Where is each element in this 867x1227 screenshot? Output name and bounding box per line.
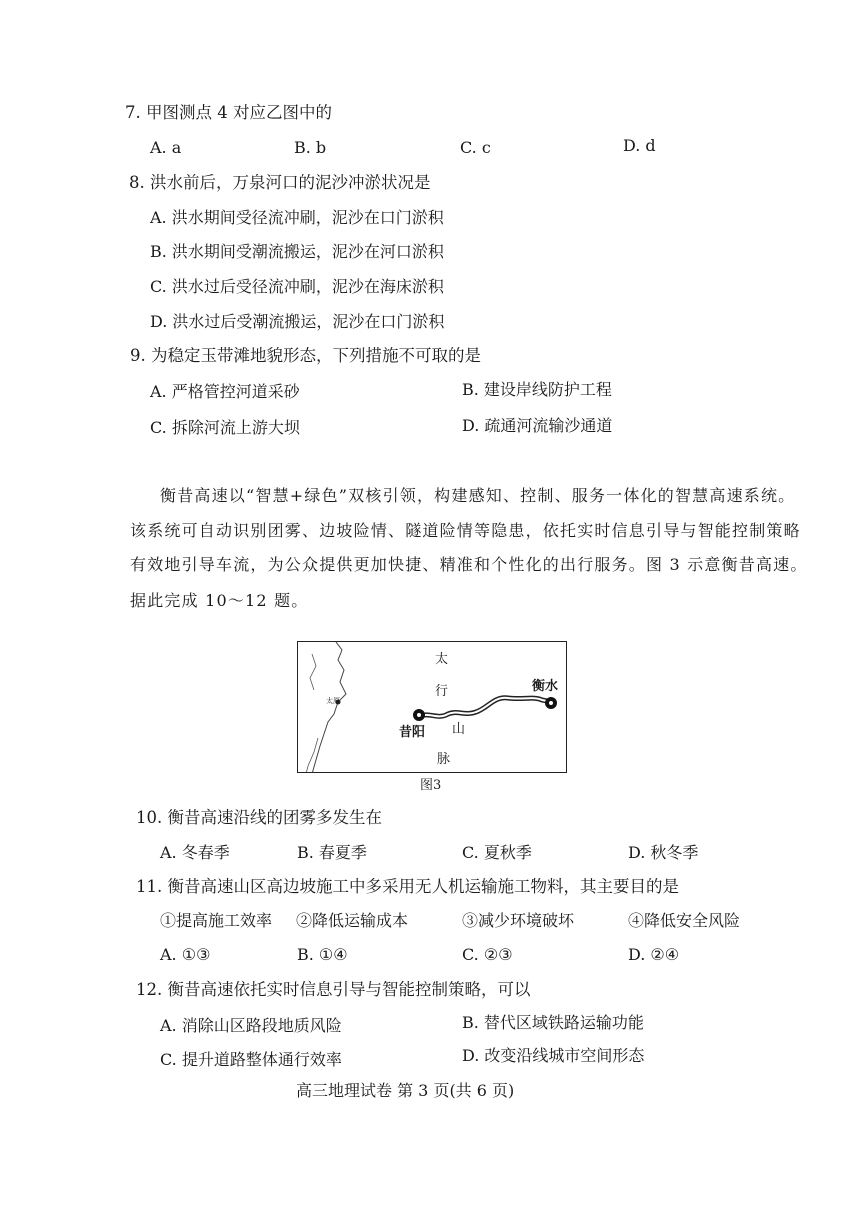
city-label-xiyang: 昔阳 bbox=[399, 725, 426, 740]
q8-stem: 8. 洪水前后，万泉河口的泥沙冲淤状况是 bbox=[129, 173, 431, 192]
q11-item-4: ④降低安全风险 bbox=[628, 911, 741, 930]
q12-option-a: A. 消除山区路段地质风险 bbox=[160, 1016, 342, 1035]
passage-line-1: 衡昔高速以“智慧+绿色”双核引领，构建感知、控制、服务一体化的智慧高速系统。 bbox=[160, 486, 796, 505]
q10-option-b: B. 春夏季 bbox=[297, 843, 367, 862]
q9-stem: 9. 为稳定玉带滩地貌形态，下列措施不可取的是 bbox=[130, 346, 481, 365]
q9-option-a: A. 严格管控河道采砂 bbox=[150, 382, 300, 401]
q12-option-c: C. 提升道路整体通行效率 bbox=[160, 1050, 342, 1069]
q7-option-c: C. c bbox=[460, 138, 491, 157]
city-label-hengshui: 衡水 bbox=[532, 679, 559, 694]
q7-option-a: A. a bbox=[150, 138, 182, 157]
q8-option-a: A. 洪水期间受径流冲刷，泥沙在口门淤积 bbox=[150, 208, 444, 227]
city-marker-east-inner bbox=[549, 701, 553, 705]
q11-option-d: D. ②④ bbox=[628, 945, 680, 964]
passage-line-4: 据此完成 10～12 题。 bbox=[130, 591, 309, 610]
mountain-label-hang: 行 bbox=[435, 684, 449, 699]
q8-option-c: C. 洪水过后受径流冲刷，泥沙在海床淤积 bbox=[150, 277, 444, 296]
q10-option-c: C. 夏秋季 bbox=[462, 843, 532, 862]
q11-option-b: B. ①④ bbox=[297, 945, 348, 964]
mountain-label-tai: 太 bbox=[435, 652, 449, 667]
mountain-label-mai: 脉 bbox=[437, 752, 451, 767]
q7-option-b: B. b bbox=[294, 138, 327, 157]
q9-option-d: D. 疏通河流输沙通道 bbox=[462, 416, 613, 435]
q8-option-d: D. 洪水过后受潮流搬运，泥沙在口门淤积 bbox=[150, 312, 445, 331]
q10-option-a: A. 冬春季 bbox=[160, 843, 230, 862]
figure-3-map bbox=[297, 641, 567, 773]
q11-stem: 11. 衡昔高速山区高边坡施工中多采用无人机运输施工物料，其主要目的是 bbox=[136, 877, 679, 896]
q11-option-c: C. ②③ bbox=[462, 945, 513, 964]
boundary-line-lower bbox=[306, 738, 318, 773]
boundary-line bbox=[312, 642, 346, 773]
q11-item-3: ③减少环境破坏 bbox=[462, 911, 575, 930]
q7-stem: 7. 甲图测点 4 对应乙图中的 bbox=[125, 103, 332, 122]
q12-option-b: B. 替代区域铁路运输功能 bbox=[462, 1013, 644, 1032]
river-line bbox=[310, 654, 316, 690]
q10-option-d: D. 秋冬季 bbox=[628, 843, 699, 862]
q9-option-b: B. 建设岸线防护工程 bbox=[462, 380, 612, 399]
q8-option-b: B. 洪水期间受潮流搬运，泥沙在河口淤积 bbox=[150, 242, 444, 261]
q12-stem: 12. 衡昔高速依托实时信息引导与智能控制策略，可以 bbox=[136, 980, 531, 999]
figure-caption: 图3 bbox=[420, 778, 442, 793]
passage-line-3: 有效地引导车流，为公众提供更加快捷、精准和个性化的出行服务。图 3 示意衡昔高速。 bbox=[130, 555, 808, 574]
passage-line-2: 该系统可自动识别团雾、边坡险情、隧道险情等隐患，依托实时信息引导与智能控制策略 bbox=[130, 521, 801, 540]
q11-option-a: A. ①③ bbox=[160, 945, 211, 964]
city-marker-west-inner bbox=[417, 713, 421, 717]
q9-option-c: C. 拆除河流上游大坝 bbox=[150, 418, 300, 437]
mountain-label-shan: 山 bbox=[452, 722, 466, 737]
map-drawing bbox=[298, 642, 567, 773]
q11-item-1: ①提高施工效率 bbox=[160, 911, 273, 930]
q10-stem: 10. 衡昔高速沿线的团雾多发生在 bbox=[136, 808, 382, 827]
page-footer: 高三地理试卷 第 3 页(共 6 页) bbox=[296, 1081, 515, 1100]
city-label-small: 太原 bbox=[326, 697, 340, 705]
q12-option-d: D. 改变沿线城市空间形态 bbox=[462, 1046, 645, 1065]
q7-option-d: D. d bbox=[623, 136, 656, 155]
q11-item-2: ②降低运输成本 bbox=[296, 911, 409, 930]
